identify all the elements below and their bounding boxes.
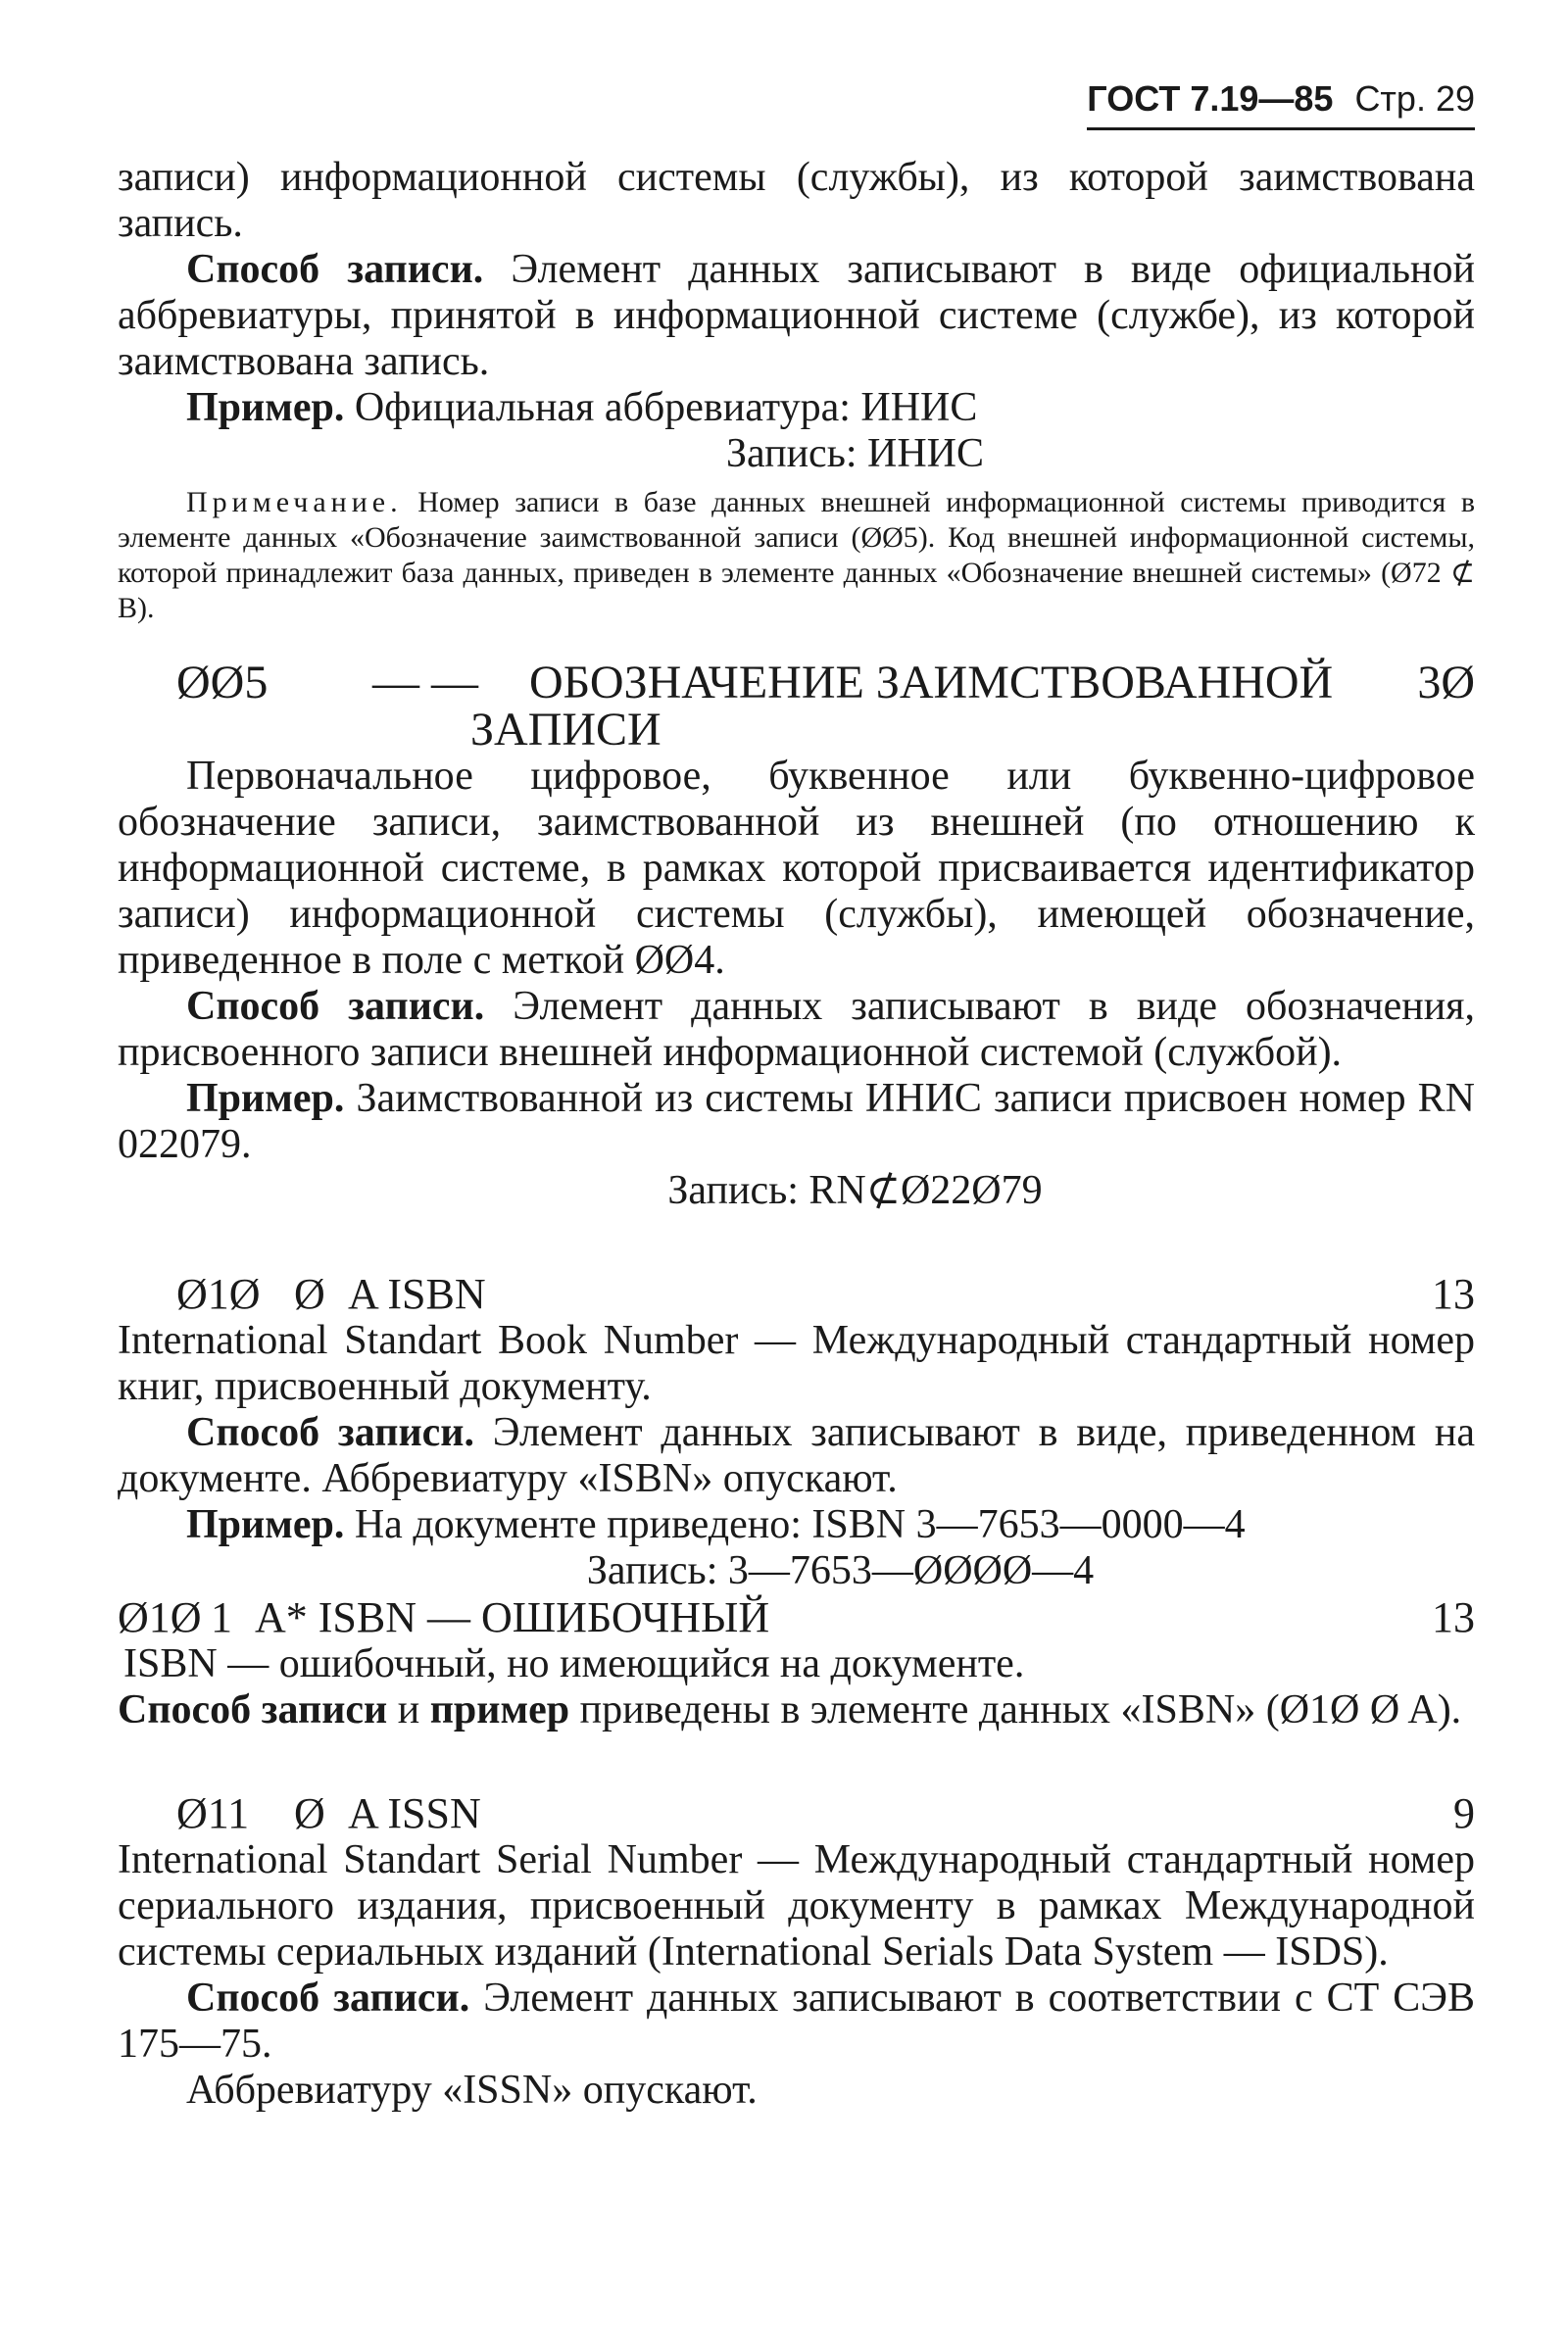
- method-paragraph: [118, 247, 1475, 385]
- method-text: приведены в элементе данных «ISBN» (Ø1Ø Ø A).: [579, 1687, 1462, 1732]
- example-label: Пример.: [186, 1076, 345, 1121]
- field-tag: Ø11: [176, 1789, 250, 1837]
- example-label: пример: [429, 1687, 570, 1732]
- note-paragraph: [118, 485, 1475, 626]
- method-paragraph: [118, 984, 1475, 1076]
- method-text: Элемент данных записывают в виде, приведенном на документе. Аббревиатуру «ISBN» опускают.: [118, 1410, 1476, 1501]
- example-paragraph: [118, 1076, 1475, 1168]
- method-and: и: [397, 1687, 420, 1732]
- example-paragraph: [118, 385, 1475, 431]
- field-tag: Ø1Ø: [118, 1593, 202, 1641]
- field-length: 3Ø: [1417, 657, 1475, 708]
- definition-paragraph: International Standart Book Number — Международный стандартный номер книг, присвоенный документу.: [118, 1318, 1475, 1409]
- field-length: 13: [1432, 1270, 1475, 1318]
- method-text: Элемент данных записывают в виде официальной аббревиатуры, принятой в информационной системе (службе), из которой заимствована запись.: [118, 247, 1475, 384]
- field-length: 9: [1453, 1789, 1475, 1837]
- field-tag: ØØ5: [176, 657, 269, 708]
- example-label: Пример.: [186, 385, 345, 430]
- standard-number: ГОСТ 7.19—85: [1087, 78, 1334, 119]
- example-text: Заимствованной из системы ИНИС записи присвоен номер RN 022079.: [118, 1076, 1476, 1167]
- field-indicator: — —: [372, 657, 478, 708]
- field-tag: Ø1Ø: [176, 1270, 261, 1318]
- method-paragraph: [118, 1976, 1475, 2068]
- definition-paragraph: ISBN — ошибочный, но имеющийся на документе.: [123, 1641, 1025, 1686]
- continuation-paragraph: записи) информационной системы (службы), из которой заимствована запись.: [118, 155, 1475, 246]
- definition-paragraph: International Standart Serial Number — Международный стандартный номер сериального издания, присвоенный документу в рамках Международной системы сериальных изданий (International Serials Data System — ISDS).: [118, 1837, 1475, 1975]
- note-label: Примечание.: [186, 486, 403, 518]
- page-body: [118, 155, 1475, 2114]
- field-indicator: Ø: [294, 1789, 325, 1837]
- record-example: Запись: 3—7653—ØØØØ—4: [586, 1548, 1095, 1593]
- field-name: A* ISBN — ОШИБОЧНЫЙ: [255, 1593, 770, 1641]
- note-text: Номер записи в базе данных внешней информационной системы приводится в элементе данных «Обозначение заимствованной записи (ØØ5). Код внешней информационной системы, которой принадлежит база данных, приведен в элементе данных «Обозначение внешней системы» (Ø72 ⊄ B).: [118, 486, 1475, 624]
- running-header: [1087, 78, 1475, 130]
- field-name: A ISSN: [348, 1789, 481, 1837]
- method-paragraph: [118, 1410, 1475, 1502]
- definition-paragraph: Первоначальное цифровое, буквенное или буквенно-цифровое обозначение записи, заимствованной из внешней (по отношению к информационной системе, в рамках которой присваивается идентификатор записи) информационной системы (службы), имеющей обозначение, приведенное в поле с меткой ØØ4.: [118, 754, 1475, 983]
- field-name: ОБОЗНАЧЕНИЕ ЗАИМСТВОВАННОЙ: [529, 657, 1334, 708]
- field-indicator: 1: [211, 1593, 232, 1641]
- field-005-heading: [118, 659, 1475, 707]
- field-length: 13: [1432, 1593, 1475, 1641]
- record-example: Запись: RN⊄Ø22Ø79: [667, 1168, 1043, 1213]
- example-paragraph: [118, 1502, 1475, 1548]
- field-010-heading: [118, 1271, 1475, 1318]
- method-text: Элемент данных записывают в виде обозначения, присвоенного записи внешней информационной системой (службой).: [118, 984, 1475, 1075]
- example-text: На документе приведено: ISBN 3—7653—0000—4: [354, 1502, 1246, 1547]
- record-example: Запись: ИНИС: [725, 431, 985, 476]
- method-paragraph: [118, 1687, 1475, 1733]
- method-label: Способ записи.: [186, 1410, 474, 1455]
- field-indicator: Ø: [294, 1270, 325, 1318]
- extra-paragraph: Аббревиатуру «ISSN» опускают.: [186, 2068, 758, 2113]
- field-name-continued: ЗАПИСИ: [470, 704, 662, 756]
- field-name: A ISBN: [348, 1270, 486, 1318]
- field-011-heading: [118, 1790, 1475, 1837]
- method-label: Способ записи: [118, 1687, 388, 1732]
- field-010-error-heading: [118, 1594, 1475, 1641]
- page-number: Стр. 29: [1354, 78, 1475, 119]
- method-label: Способ записи.: [186, 1976, 470, 2021]
- example-text: Официальная аббревиатура: ИНИС: [354, 385, 978, 430]
- example-label: Пример.: [186, 1502, 345, 1547]
- method-label: Способ записи.: [186, 247, 484, 292]
- method-text: Элемент данных записывают в соответствии с СТ СЭВ 175—75.: [118, 1976, 1475, 2067]
- method-label: Способ записи.: [186, 984, 485, 1029]
